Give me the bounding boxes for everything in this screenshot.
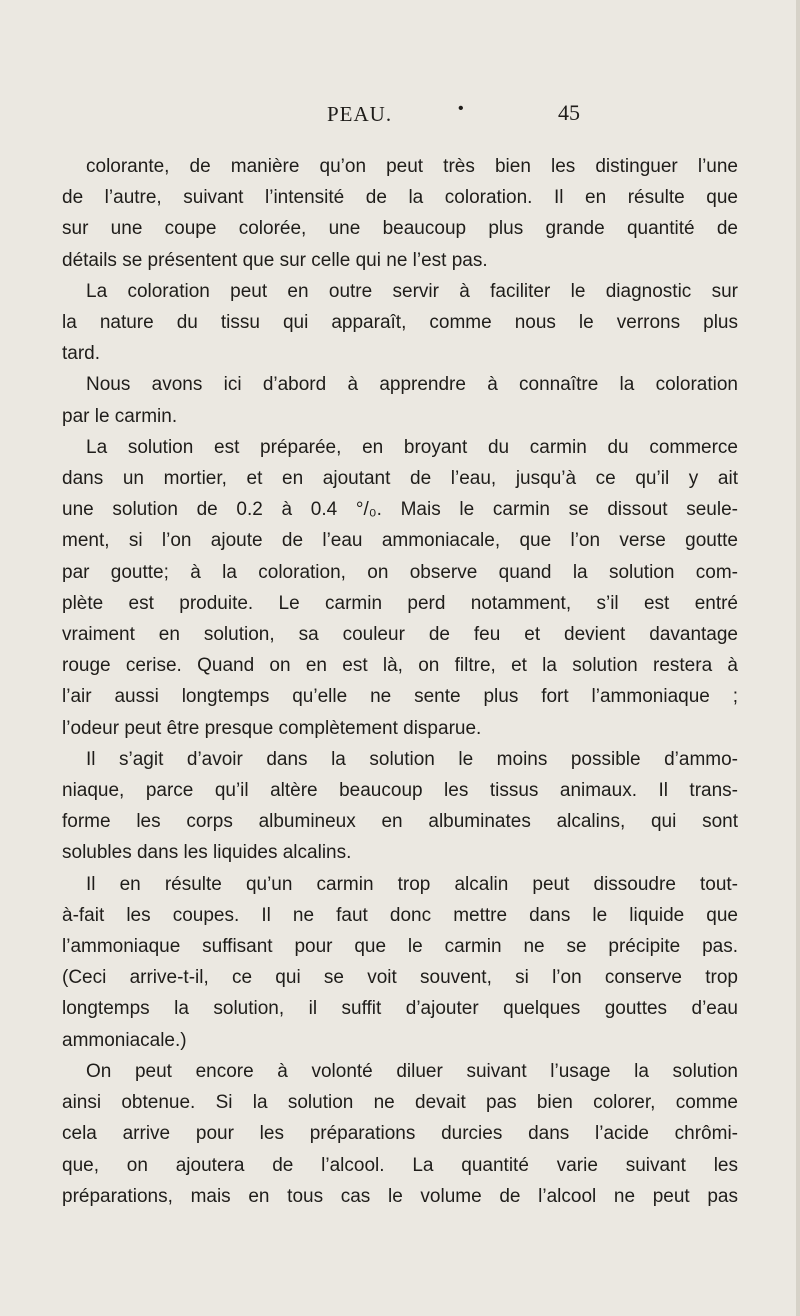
text-line: de l’autre, suivant l’intensité de la coloration. Il en résulte que	[62, 187, 738, 209]
text-line: La coloration peut en outre servir à faciliter le diagnostic sur	[86, 280, 738, 302]
text-line: sur une coupe colorée, une beaucoup plus grande quantité de	[62, 218, 738, 240]
paragraph	[62, 1056, 738, 1212]
text-line: Il en résulte qu’un carmin trop alcalin peut dissoudre tout-	[86, 873, 738, 895]
text-line: colorante, de manière qu’on peut très bien les distinguer l’une	[86, 156, 738, 177]
text-line: ment, si l’on ajoute de l’eau ammoniacale, que l’on verse goutte	[62, 530, 738, 552]
text-line: ainsi obtenue. Si la solution ne devait pas bien colorer, comme	[62, 1092, 738, 1114]
text-line: préparations, mais en tous cas le volume de l’alcool ne peut pas	[62, 1185, 738, 1207]
text-line: longtemps la solution, il suffit d’ajouter quelques gouttes d’eau	[62, 998, 738, 1020]
text-line: tard.	[62, 343, 101, 365]
text-line: La solution est préparée, en broyant du carmin du commerce	[86, 436, 738, 458]
text-line: détails se présentent que sur celle qui ne l’est pas.	[62, 249, 488, 271]
text-line: l’air aussi longtemps qu’elle ne sente plus fort l’ammoniaque ;	[62, 686, 738, 708]
paragraph	[62, 744, 738, 869]
running-head-title: PEAU.	[327, 102, 393, 126]
running-head	[200, 100, 580, 140]
paragraph	[62, 432, 738, 744]
text-line: (Ceci arrive-t-il, ce qui se voit souvent, si l’on conserve trop	[62, 967, 738, 989]
text-line: par le carmin.	[62, 405, 178, 427]
text-line: niaque, parce qu’il altère beaucoup les tissus animaux. Il trans-	[62, 780, 738, 802]
paragraph	[62, 869, 738, 1056]
text-line: une solution de 0.2 à 0.4 °/₀. Mais le carmin se dissout seule-	[62, 499, 738, 521]
text-line: dans un mortier, et en ajoutant de l’eau, jusqu’à ce qu’il y ait	[62, 468, 738, 490]
text-line: forme les corps albumineux en albuminates alcalins, qui sont	[62, 811, 738, 833]
text-line: Nous avons ici d’abord à apprendre à connaître la coloration	[86, 374, 738, 396]
text-line: On peut encore à volonté diluer suivant l’usage la solution	[86, 1060, 738, 1082]
text-line: l’ammoniaque suffisant pour que le carmin ne se précipite pas.	[62, 936, 738, 958]
text-line: ammoniacale.)	[62, 1029, 187, 1051]
paragraph	[62, 276, 738, 370]
text-line: par goutte; à la coloration, on observe quand la solution com-	[62, 561, 738, 583]
text-line: la nature du tissu qui apparaît, comme nous le verrons plus	[62, 312, 738, 334]
text-line: Il s’agit d’avoir dans la solution le moins possible d’ammo-	[86, 748, 738, 770]
text-line: que, on ajoutera de l’alcool. La quantité varie suivant les	[62, 1154, 738, 1176]
page-edge	[796, 0, 800, 1316]
page-number: 45	[558, 100, 580, 125]
text-line: plète est produite. Le carmin perd notamment, s’il est entré	[62, 592, 738, 614]
text-line: vraiment en solution, sa couleur de feu et devient davantage	[62, 624, 738, 646]
body-text	[62, 151, 738, 1212]
paragraph	[62, 151, 738, 276]
text-line: rouge cerise. Quand on en est là, on filtre, et la solution restera à	[62, 655, 738, 677]
text-line: à-fait les coupes. Il ne faut donc mettre dans le liquide que	[62, 904, 738, 926]
text-line: l’odeur peut être presque complètement disparue.	[62, 717, 482, 739]
paragraph	[62, 369, 738, 431]
running-head-dot: •	[458, 100, 464, 117]
text-line: cela arrive pour les préparations durcies dans l’acide chrômi-	[62, 1123, 738, 1145]
text-line: solubles dans les liquides alcalins.	[62, 842, 352, 864]
